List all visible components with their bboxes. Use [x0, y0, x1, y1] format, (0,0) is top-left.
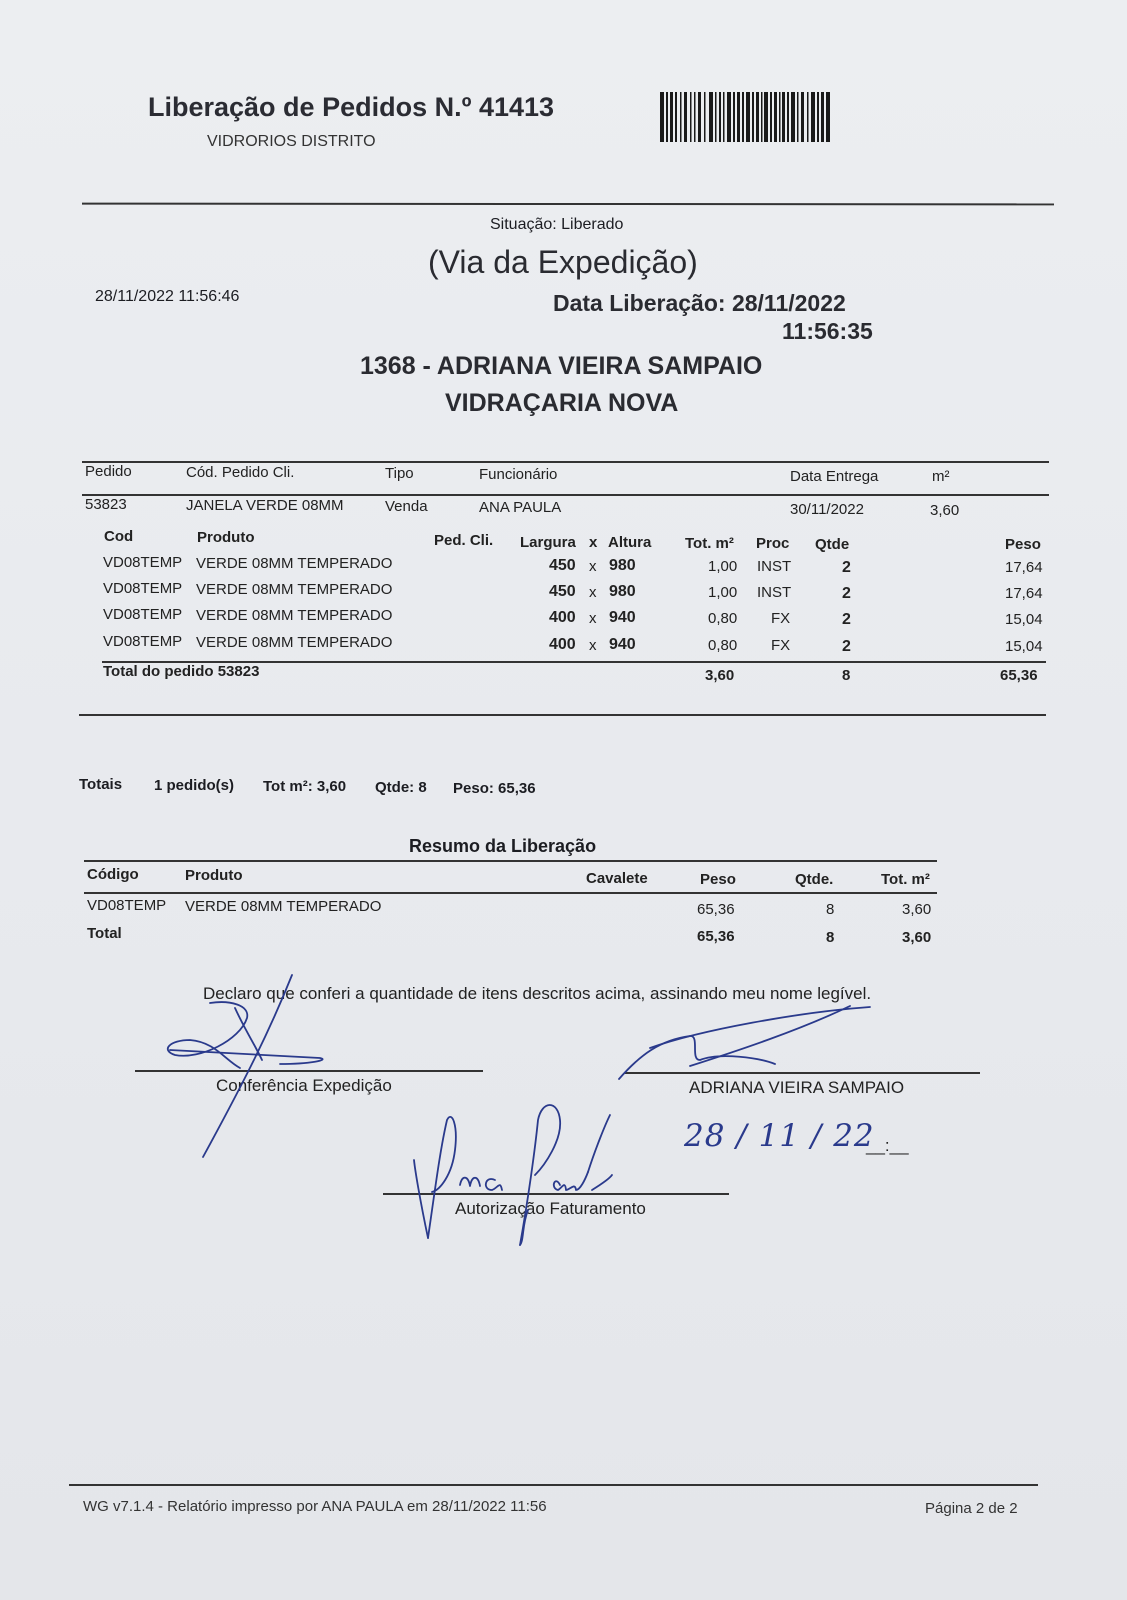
order-cod-pedido-cli: JANELA VERDE 08MM [186, 497, 344, 514]
totais-pedidos: 1 pedido(s) [154, 777, 235, 794]
resumo-col-peso: Peso [700, 871, 736, 888]
item-proc: FX [771, 637, 791, 654]
items-col-x: x [589, 534, 598, 551]
order-funcionario: ANA PAULA [479, 499, 562, 516]
items-col-peso: Peso [1005, 536, 1041, 553]
items-col-largura: Largura [520, 534, 576, 551]
resumo-col-cavalete: Cavalete [586, 870, 648, 887]
resumo-title: Resumo da Liberação [409, 836, 597, 856]
resumo-total-label: Total [87, 925, 122, 942]
order-total-peso: 65,36 [1000, 667, 1038, 684]
declaration-text: Declaro que conferi a quantidade de itens descritos acima, assinando meu nome legível. [203, 984, 872, 1003]
divider [69, 1484, 1038, 1486]
signature-line-client [625, 1072, 980, 1074]
item-cod: VD08TEMP [103, 633, 183, 650]
resumo-col-produto: Produto [185, 867, 243, 884]
divider [79, 714, 1046, 716]
divider [82, 461, 1049, 463]
footer-page-number: Página 2 de 2 [925, 1500, 1018, 1517]
status-text: Situação: Liberado [490, 216, 624, 233]
divider [84, 892, 937, 894]
resumo-col-qtde: Qtde. [795, 871, 834, 888]
items-col-altura: Altura [608, 534, 652, 551]
item-qtde: 2 [842, 638, 851, 655]
signature-line-autorizacao [383, 1193, 729, 1195]
resumo-total-qtde: 8 [826, 929, 835, 946]
resumo-qtde: 8 [826, 901, 835, 918]
copy-type: (Via da Expedição) [428, 244, 698, 280]
col-m2: m² [932, 468, 950, 485]
col-funcionario: Funcionário [479, 466, 558, 483]
item-x: x [589, 637, 597, 654]
item-cod: VD08TEMP [103, 580, 183, 597]
signature-label-autorizacao: Autorização Faturamento [455, 1199, 646, 1218]
resumo-peso: 65,36 [697, 901, 735, 918]
company-name: VIDRORIOS DISTRITO [207, 133, 376, 150]
item-x: x [589, 558, 597, 575]
item-qtde: 2 [842, 585, 851, 602]
totais-label: Totais [79, 776, 123, 793]
footer-report-info: WG v7.1.4 - Relatório impresso por ANA PAULA em 28/11/2022 11:56 [83, 1498, 547, 1515]
order-total-m2: 3,60 [705, 667, 735, 684]
item-qtde: 2 [842, 611, 851, 628]
item-peso: 15,04 [1005, 611, 1043, 628]
order-tipo: Venda [385, 498, 428, 515]
resumo-produto: VERDE 08MM TEMPERADO [185, 898, 382, 915]
totais-m2: Tot m²: 3,60 [263, 778, 347, 795]
time-blank: __:__ [866, 1136, 909, 1155]
item-proc: INST [757, 558, 792, 575]
item-altura: 980 [609, 557, 636, 574]
item-peso: 15,04 [1005, 638, 1043, 655]
item-tot-m2: 1,00 [708, 558, 738, 575]
order-total-label: Total do pedido 53823 [103, 663, 260, 680]
items-col-ped-cli: Ped. Cli. [434, 532, 494, 549]
release-time: 11:56:35 [782, 318, 873, 344]
item-produto: VERDE 08MM TEMPERADO [196, 607, 393, 624]
signature-line-conferencia [135, 1070, 483, 1072]
items-col-qtde: Qtde [815, 536, 850, 553]
totais-peso: Peso: 65,36 [453, 780, 536, 797]
items-col-cod: Cod [104, 528, 134, 545]
order-m2: 3,60 [930, 502, 960, 519]
item-largura: 450 [549, 583, 576, 600]
item-tot-m2: 0,80 [708, 637, 738, 654]
item-altura: 940 [609, 636, 636, 653]
item-altura: 940 [609, 609, 636, 626]
item-x: x [589, 584, 597, 601]
resumo-tot-m2: 3,60 [902, 901, 932, 918]
items-col-proc: Proc [756, 535, 790, 552]
item-largura: 400 [549, 636, 576, 653]
order-pedido: 53823 [85, 496, 127, 513]
resumo-col-codigo: Código [87, 866, 139, 883]
resumo-total-peso: 65,36 [697, 928, 735, 945]
resumo-total-tot-m2: 3,60 [902, 929, 932, 946]
client-name: 1368 - ADRIANA VIEIRA SAMPAIO [360, 352, 763, 380]
print-timestamp: 28/11/2022 11:56:46 [95, 288, 240, 305]
totais-qtde: Qtde: 8 [375, 779, 427, 796]
order-data-entrega: 30/11/2022 [790, 501, 864, 518]
col-pedido: Pedido [85, 463, 132, 480]
resumo-col-tot-m2: Tot. m² [881, 871, 930, 888]
item-produto: VERDE 08MM TEMPERADO [196, 634, 393, 651]
handwritten-date: 28 / 11 / 22 [684, 1118, 875, 1154]
signature-label-conferencia: Conferência Expedição [216, 1076, 392, 1095]
resumo-codigo: VD08TEMP [87, 897, 167, 914]
item-altura: 980 [609, 583, 636, 600]
order-total-qtde: 8 [842, 667, 851, 684]
col-data-entrega: Data Entrega [790, 468, 879, 485]
item-largura: 450 [549, 557, 576, 574]
release-date: Data Liberação: 28/11/2022 [553, 290, 846, 316]
client-store: VIDRAÇARIA NOVA [445, 389, 679, 417]
item-proc: FX [771, 610, 791, 627]
col-tipo: Tipo [385, 465, 414, 482]
item-largura: 400 [549, 609, 576, 626]
items-col-produto: Produto [197, 529, 255, 546]
item-qtde: 2 [842, 559, 851, 576]
signature-label-client: ADRIANA VIEIRA SAMPAIO [689, 1078, 905, 1097]
divider [84, 860, 937, 862]
item-peso: 17,64 [1005, 585, 1043, 602]
item-tot-m2: 0,80 [708, 610, 738, 627]
item-produto: VERDE 08MM TEMPERADO [196, 581, 393, 598]
items-col-tot-m2: Tot. m² [685, 535, 734, 552]
item-produto: VERDE 08MM TEMPERADO [196, 555, 393, 572]
divider [82, 494, 1049, 496]
barcode [660, 92, 830, 142]
document-title: Liberação de Pedidos N.º 41413 [148, 92, 555, 122]
item-tot-m2: 1,00 [708, 584, 738, 601]
item-x: x [589, 610, 597, 627]
item-cod: VD08TEMP [103, 606, 183, 623]
item-cod: VD08TEMP [103, 554, 183, 571]
col-cod-pedido-cli: Cód. Pedido Cli. [186, 464, 295, 481]
item-peso: 17,64 [1005, 559, 1043, 576]
item-proc: INST [757, 584, 792, 601]
